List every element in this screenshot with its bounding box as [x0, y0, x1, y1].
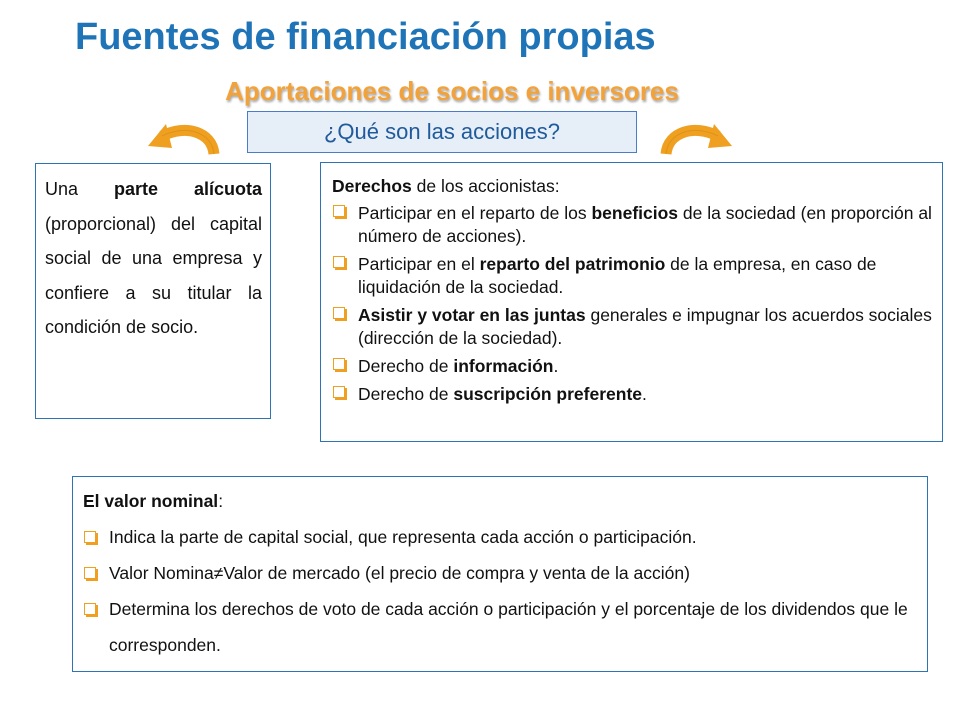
checkbox-bullet-icon	[333, 358, 345, 370]
checkbox-bullet-icon	[333, 307, 345, 319]
list-item: Derecho de información.	[332, 355, 932, 378]
checkbox-bullet-icon	[333, 205, 345, 217]
checkbox-bullet-icon	[84, 603, 96, 615]
question-box: ¿Qué son las acciones?	[247, 111, 637, 153]
list-item: Participar en el reparto del patrimonio de la empresa, en caso de liquidación de la sociedad.	[332, 253, 932, 299]
definition-text: Una parte alícuota (proporcional) del capital social de una empresa y confiere a su titular la condición de socio.	[45, 179, 262, 337]
curved-arrow-right-icon	[658, 118, 738, 160]
shareholder-rights-box	[320, 162, 943, 442]
checkbox-bullet-icon	[333, 386, 345, 398]
list-item: Participar en el reparto de los beneficios de la sociedad (en proporción al número de acciones).	[332, 202, 932, 248]
nominal-heading: El valor nominal:	[83, 491, 224, 511]
list-item: Derecho de suscripción preferente.	[332, 383, 932, 406]
rights-heading: Derechos de los accionistas:	[332, 176, 560, 196]
checkbox-bullet-icon	[333, 256, 345, 268]
slide-title: Fuentes de financiación propias	[75, 16, 656, 58]
checkbox-bullet-icon	[84, 567, 96, 579]
list-item: Indica la parte de capital social, que representa cada acción o participación.	[83, 519, 917, 555]
nominal-list	[83, 519, 917, 663]
definition-box	[35, 163, 271, 419]
curved-arrow-left-icon	[142, 118, 222, 160]
list-item: Valor Nomina≠Valor de mercado (el precio de compra y venta de la acción)	[83, 555, 917, 591]
list-item: Asistir y votar en las juntas generales e impugnar los acuerdos sociales (dirección de la sociedad).	[332, 304, 932, 350]
nominal-value-box	[72, 476, 928, 672]
rights-list	[332, 202, 932, 406]
list-item: Determina los derechos de voto de cada acción o participación y el porcentaje de los dividendos que le corresponden.	[83, 591, 917, 663]
checkbox-bullet-icon	[84, 531, 96, 543]
slide-subtitle: Aportaciones de socios e inversores	[225, 76, 679, 106]
